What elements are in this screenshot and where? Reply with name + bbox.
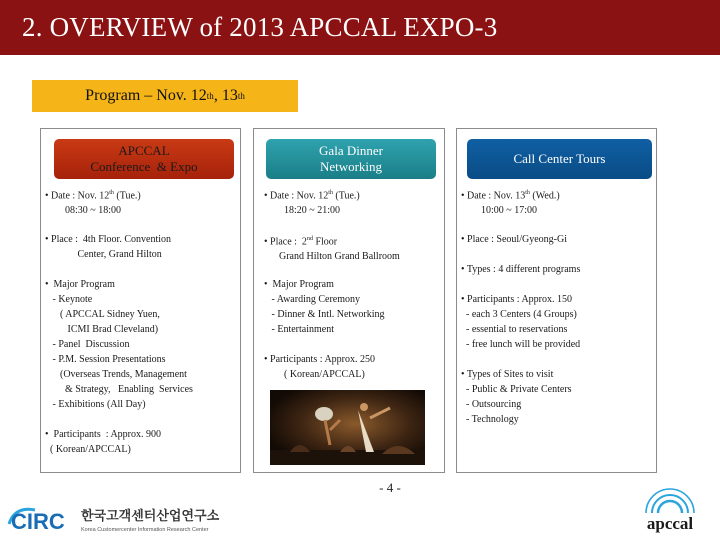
tours-types: • Types : 4 different programs: [461, 264, 581, 275]
apccal-logo: [630, 485, 710, 535]
page-number: - 4 -: [379, 480, 401, 495]
program-prefix: Program – Nov. 12: [85, 87, 207, 104]
circ-logo-text: CIRC: [11, 509, 65, 534]
conference-date-sup: th: [109, 190, 114, 196]
program-banner: [32, 80, 298, 112]
gala-performance-photo: [270, 390, 425, 465]
circ-logo: [5, 502, 225, 535]
program-sup-2: th: [237, 91, 245, 101]
tours-date-post: (Wed.) 10:00 ~ 17:00: [481, 190, 560, 217]
conference-date-post: (Tue.) 08:30 ~ 18:00: [65, 190, 141, 217]
conference-place: • Place : 4th Floor. Convention Center, Grand Hilton: [45, 234, 171, 260]
tours-sites: • Types of Sites to visit - Public & Private Centers - Outsourcing - Technology: [461, 369, 572, 425]
conference-participants: • Participants : Approx. 900 ( Korean/APCCAL): [45, 429, 161, 455]
program-mid: , 13: [213, 87, 238, 104]
gala-date-sup: th: [328, 190, 333, 196]
conference-date: [45, 186, 141, 218]
tours-header: [467, 139, 652, 179]
title-bar: [0, 0, 720, 55]
tours-header-label: Call Center Tours: [513, 151, 606, 166]
gala-place-post: Floor Grand Hilton Grand Ballroom: [279, 236, 400, 263]
gala-place-sup: nd: [306, 236, 313, 242]
conference-date-pre: • Date : Nov. 12: [45, 190, 110, 202]
tours-date-pre: • Date : Nov. 13: [461, 190, 526, 202]
program-sup-1: th: [206, 91, 214, 101]
gala-date: [264, 186, 360, 218]
gala-date-post: (Tue.) 18:20 ~ 21:00: [284, 190, 360, 217]
tours-date: [461, 186, 560, 218]
circ-english-name: Korea Customercenter Information Research Center: [81, 527, 209, 533]
apccal-logo-text: apccal: [646, 514, 694, 533]
slide-title: 2. OVERVIEW of 2013 APCCAL EXPO-3: [22, 12, 498, 42]
tours-card: [456, 128, 657, 473]
tours-participants: • Participants : Approx. 150 - each 3 Centers (4 Groups) - essential to reservations - free lunch will be provided: [461, 294, 581, 350]
gala-participants: • Participants : Approx. 250 ( Korean/APCCAL): [264, 354, 375, 380]
circ-korean-name: 한국고객센터산업연구소: [81, 509, 220, 524]
conference-card: [40, 128, 241, 473]
tours-place: • Place : Seoul/Gyeong-Gi: [461, 234, 567, 245]
gala-date-pre: • Date : Nov. 12: [264, 190, 329, 202]
gala-header-label: Gala Dinner Networking: [319, 143, 383, 174]
tours-date-sup: th: [525, 190, 530, 196]
conference-major-program: • Major Program - Keynote ( APCCAL Sidney Yuen, ICMI Brad Cleveland) - Panel Discussion - P.M. Session Presentations (Overseas Trends, Management & Strategy, Enabling Services - Exhibitions (All Day): [45, 279, 193, 410]
gala-place: [264, 232, 400, 264]
conference-header: [54, 139, 234, 179]
gala-header: [266, 139, 436, 179]
conference-header-label: APCCAL Conference & Expo: [90, 143, 198, 174]
gala-major-program: • Major Program - Awarding Ceremony - Dinner & Intl. Networking - Entertainment: [264, 279, 385, 335]
gala-place-pre: • Place : 2: [264, 236, 307, 248]
